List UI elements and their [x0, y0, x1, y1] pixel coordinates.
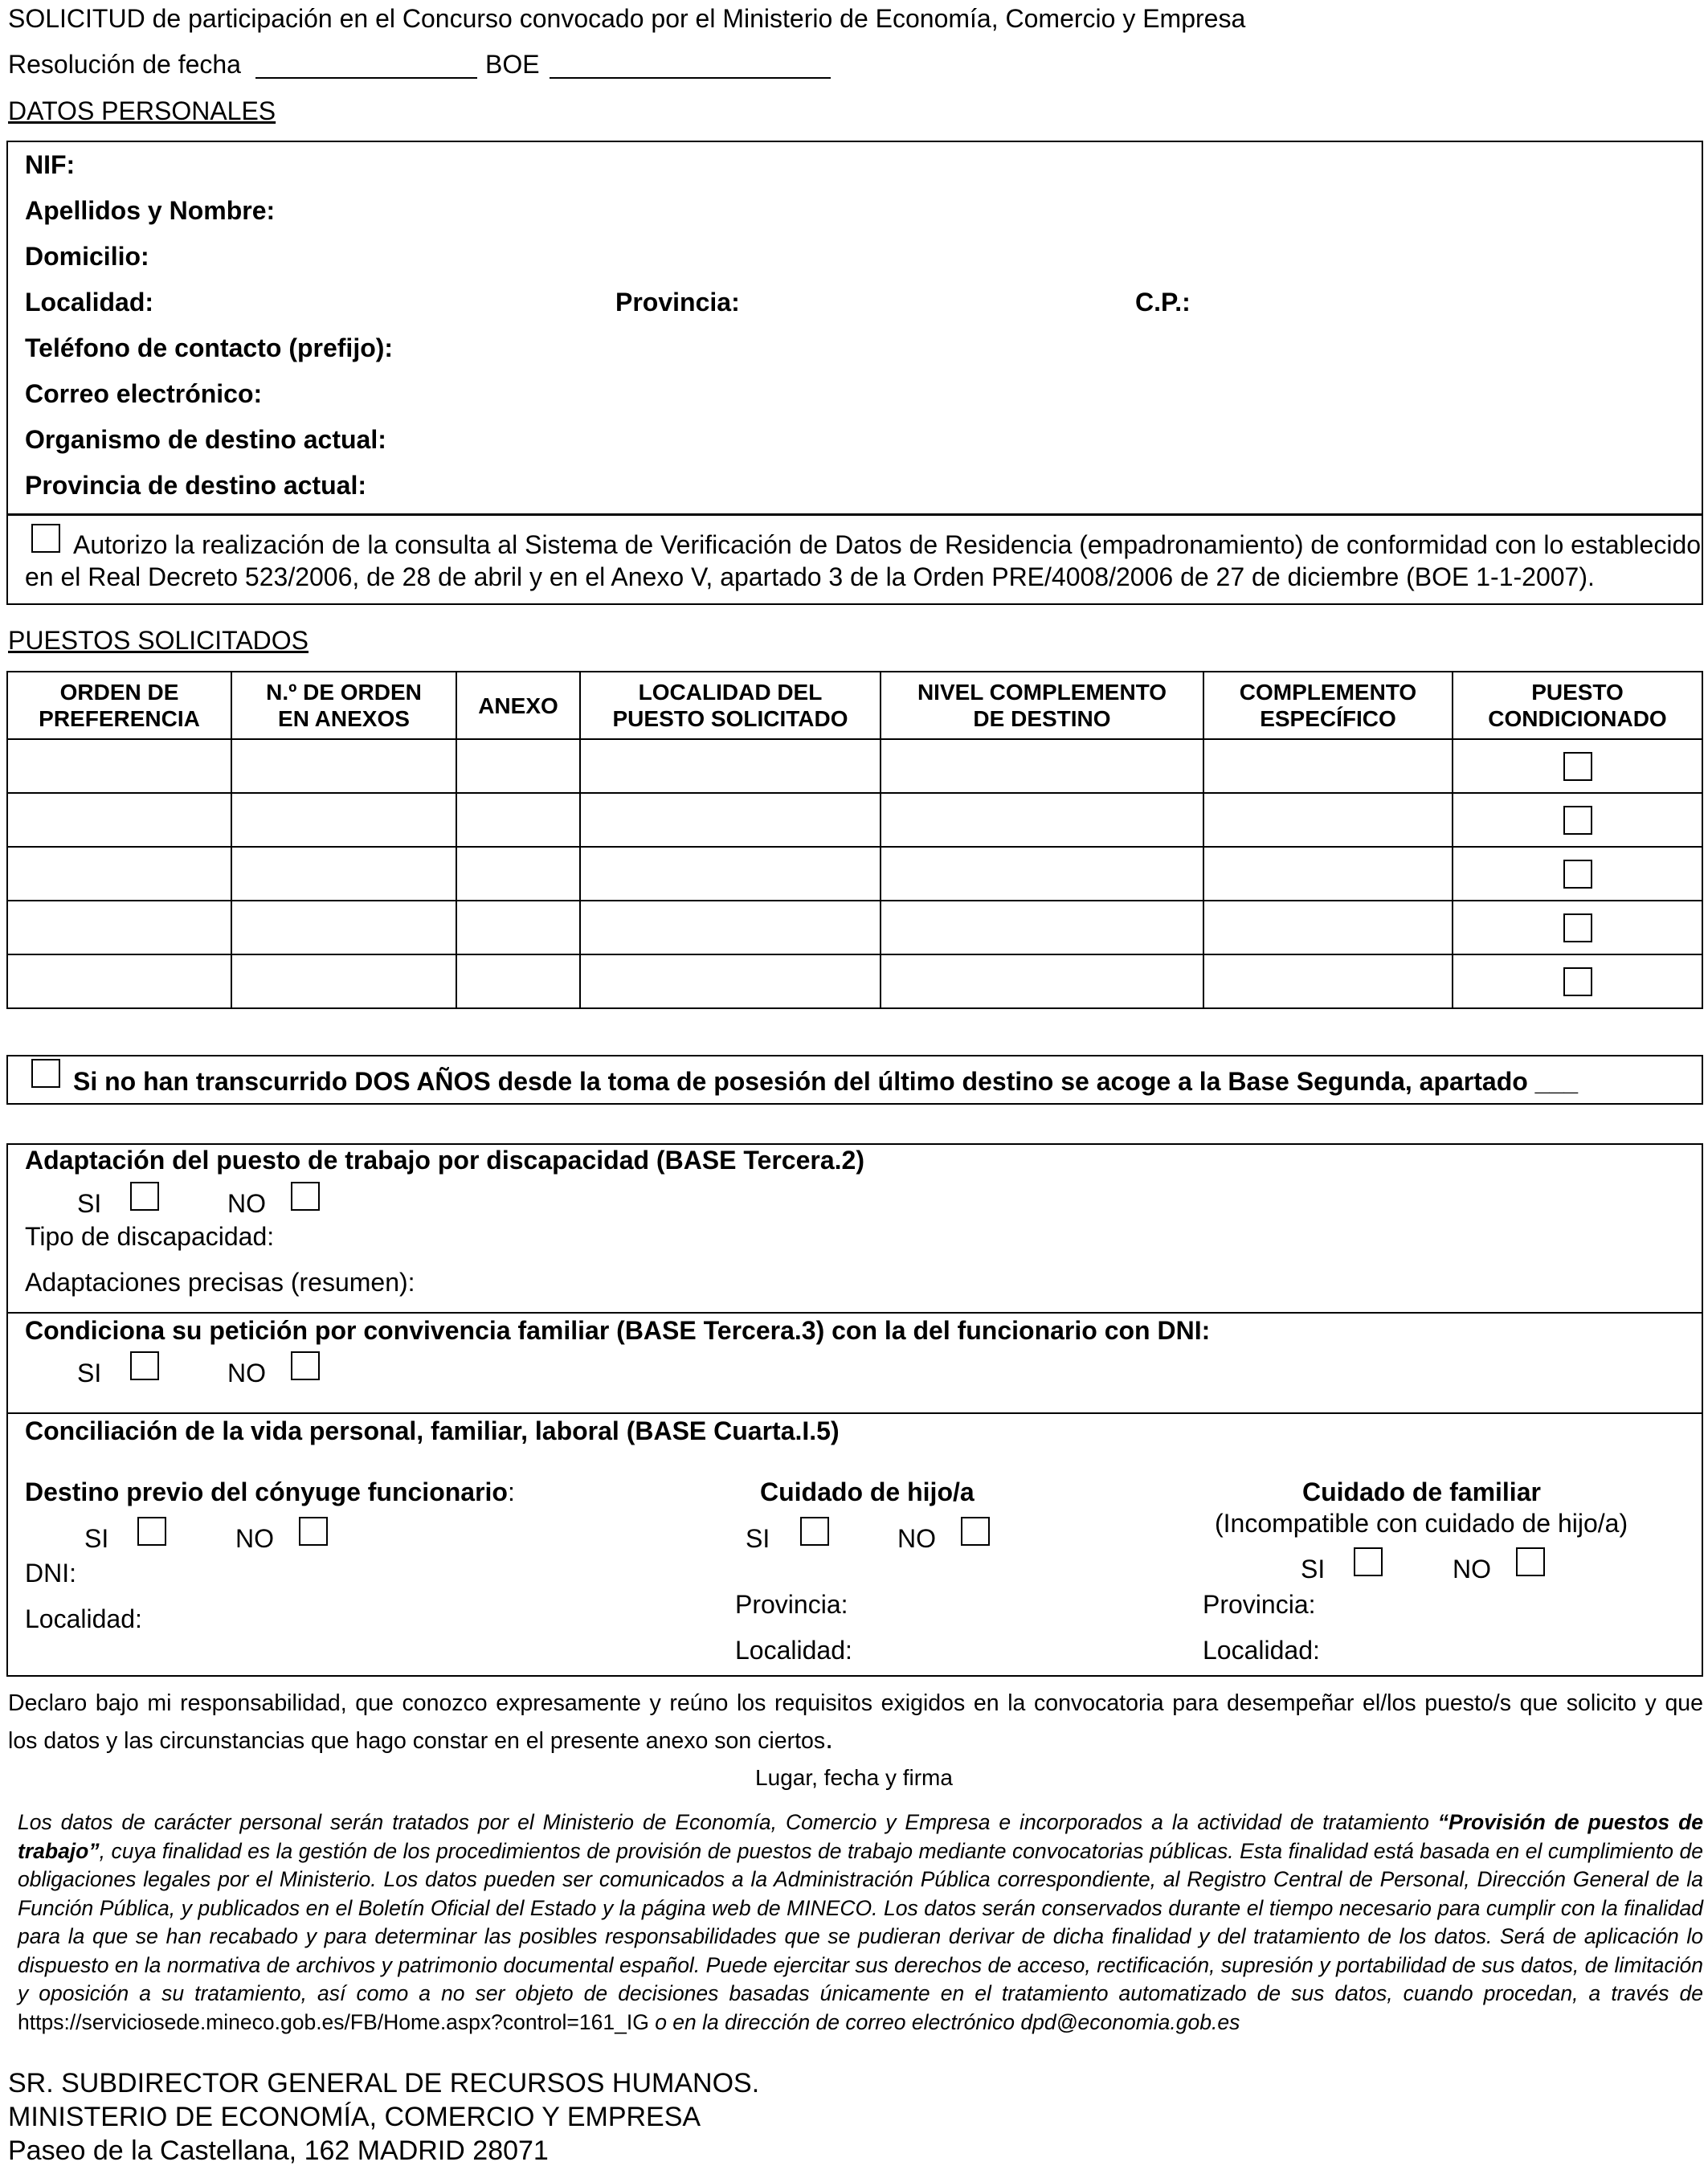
- cell-complemento[interactable]: [1203, 847, 1453, 901]
- boe-underline: [550, 77, 831, 79]
- addressee-line1: SR. SUBDIRECTOR GENERAL DE RECURSOS HUMANOS.: [8, 2068, 760, 2098]
- cell-complemento[interactable]: [1203, 739, 1453, 793]
- cell-localidad[interactable]: [580, 847, 881, 901]
- posts-header-row: [7, 672, 1702, 739]
- cell-condicionado: [1453, 847, 1702, 901]
- family-no-label: NO: [227, 1359, 266, 1387]
- cell-orden[interactable]: [7, 954, 231, 1008]
- cell-orden[interactable]: [7, 739, 231, 793]
- resolution-date-underline: [255, 77, 477, 79]
- two-years-text: Si no han transcurrido DOS AÑOS desde la toma de posesión del último destino se acoge a la Base Segunda, apartado ___: [73, 1067, 1579, 1096]
- disability-title: Adaptación del puesto de trabajo por discapacidad (BASE Tercera.2): [25, 1146, 864, 1175]
- header-complemento-especifico: COMPLEMENTO ESPECÍFICO: [1203, 672, 1453, 739]
- resolution-label: Resolución de fecha: [8, 50, 241, 79]
- child-title: Cuidado de hijo/a: [760, 1477, 975, 1506]
- province-label: Provincia:: [615, 288, 740, 317]
- consent-text-line1: Autorizo la realización de la consulta al Sistema de Verificación de Datos de Residencia (empadronamiento) de conformidad con lo establecido: [73, 530, 1702, 559]
- conditions-divider-2: [6, 1412, 1703, 1414]
- cell-nivel[interactable]: [881, 901, 1203, 954]
- relative-province-label: Provincia:: [1203, 1590, 1316, 1619]
- relative-note: (Incompatible con cuidado de hijo/a): [1215, 1509, 1628, 1538]
- header-anexo: ANEXO: [456, 672, 580, 739]
- cell-condicionado: [1453, 793, 1702, 847]
- name-label: Apellidos y Nombre:: [25, 196, 276, 225]
- relative-no-label: NO: [1453, 1555, 1491, 1584]
- disability-no-label: NO: [227, 1189, 266, 1218]
- child-si-checkbox[interactable]: [800, 1517, 829, 1546]
- cell-nivel[interactable]: [881, 954, 1203, 1008]
- relative-no-checkbox[interactable]: [1516, 1547, 1545, 1576]
- table-row: [7, 954, 1702, 1008]
- family-si-label: SI: [77, 1359, 102, 1387]
- privacy-url[interactable]: https://serviciosede.mineco.gob.es/FB/Home.aspx?control=161_IG: [18, 2009, 649, 2034]
- child-province-label: Provincia:: [735, 1590, 848, 1619]
- cell-orden[interactable]: [7, 793, 231, 847]
- cell-nivel[interactable]: [881, 847, 1203, 901]
- family-title: Condiciona su petición por convivencia familiar (BASE Tercera.3) con la del funcionario con DNI:: [25, 1316, 1211, 1345]
- table-row: [7, 847, 1702, 901]
- relative-title: Cuidado de familiar: [1302, 1477, 1541, 1506]
- table-row: [7, 901, 1702, 954]
- cell-localidad[interactable]: [580, 793, 881, 847]
- cell-numero[interactable]: [231, 954, 456, 1008]
- conditions-divider-1: [6, 1312, 1703, 1314]
- consent-text-line2: en el Real Decreto 523/2006, de 28 de abril y en el Anexo V, apartado 3 de la Orden PRE/4008/2006 de 27 de diciembre (BOE 1-1-2007).: [25, 562, 1595, 591]
- header-orden-preferencia: ORDEN DE PREFERENCIA: [7, 672, 231, 739]
- addressee-line3: Paseo de la Castellana, 162 MADRID 28071: [8, 2135, 549, 2166]
- spouse-no-checkbox[interactable]: [299, 1517, 328, 1546]
- cell-localidad[interactable]: [580, 954, 881, 1008]
- cell-anexo[interactable]: [456, 954, 580, 1008]
- destination-province-label: Provincia de destino actual:: [25, 471, 366, 500]
- disability-si-checkbox[interactable]: [130, 1182, 159, 1211]
- header-localidad: LOCALIDAD DEL PUESTO SOLICITADO: [580, 672, 881, 739]
- header-nivel-complemento: NIVEL COMPLEMENTO DE DESTINO: [881, 672, 1203, 739]
- nif-label: NIF:: [25, 150, 76, 179]
- disability-no-checkbox[interactable]: [291, 1182, 320, 1211]
- cell-orden[interactable]: [7, 847, 231, 901]
- declaration: [8, 1686, 1703, 1759]
- cell-numero[interactable]: [231, 739, 456, 793]
- family-no-checkbox[interactable]: [291, 1351, 320, 1380]
- cell-condicionado: [1453, 739, 1702, 793]
- relative-si-checkbox[interactable]: [1354, 1547, 1383, 1576]
- cell-nivel[interactable]: [881, 793, 1203, 847]
- email-label: Correo electrónico:: [25, 379, 263, 408]
- locality-label: Localidad:: [25, 288, 154, 317]
- condicionado-checkbox[interactable]: [1563, 752, 1592, 781]
- boe-label: BOE: [485, 50, 540, 79]
- family-si-checkbox[interactable]: [130, 1351, 159, 1380]
- disability-type-label: Tipo de discapacidad:: [25, 1222, 275, 1251]
- boe-field[interactable]: [550, 49, 831, 78]
- cell-numero[interactable]: [231, 793, 456, 847]
- cell-complemento[interactable]: [1203, 901, 1453, 954]
- condicionado-checkbox[interactable]: [1563, 806, 1592, 835]
- cell-localidad[interactable]: [580, 901, 881, 954]
- child-si-label: SI: [746, 1524, 770, 1553]
- cell-anexo[interactable]: [456, 739, 580, 793]
- cell-numero[interactable]: [231, 901, 456, 954]
- condicionado-checkbox[interactable]: [1563, 913, 1592, 942]
- cell-complemento[interactable]: [1203, 954, 1453, 1008]
- resolution-date-field[interactable]: [255, 49, 477, 78]
- cell-condicionado: [1453, 901, 1702, 954]
- addressee-line2: MINISTERIO DE ECONOMÍA, COMERCIO Y EMPRESA: [8, 2102, 701, 2132]
- header-numero-orden: N.º DE ORDEN EN ANEXOS: [231, 672, 456, 739]
- declaration-line2: los datos y las circunstancias que hago constar en el presente anexo son ciertos.: [8, 1722, 834, 1755]
- disability-si-label: SI: [77, 1189, 102, 1218]
- cell-complemento[interactable]: [1203, 793, 1453, 847]
- cell-localidad[interactable]: [580, 739, 881, 793]
- child-locality-label: Localidad:: [735, 1636, 852, 1665]
- child-no-checkbox[interactable]: [961, 1517, 990, 1546]
- spouse-locality-label: Localidad:: [25, 1604, 142, 1633]
- posts-table: [6, 671, 1703, 1009]
- disability-adaptations-label: Adaptaciones precisas (resumen):: [25, 1268, 415, 1297]
- condicionado-checkbox[interactable]: [1563, 860, 1592, 889]
- spouse-dni-label: DNI:: [25, 1559, 76, 1588]
- cell-anexo[interactable]: [456, 901, 580, 954]
- agency-label: Organismo de destino actual:: [25, 425, 386, 454]
- spouse-si-label: SI: [84, 1524, 109, 1553]
- section-title-posts: PUESTOS SOLICITADOS: [8, 626, 309, 655]
- table-row: [7, 739, 1702, 793]
- cell-orden[interactable]: [7, 901, 231, 954]
- child-no-label: NO: [897, 1524, 936, 1553]
- declaration-line1: Declaro bajo mi responsabilidad, que conozco expresamente y reúno los requisitos exigidos en la convocatoria para desempeñar el/los puesto/s que solicito y que: [8, 1690, 1703, 1716]
- section-title-personal: DATOS PERSONALES: [8, 96, 276, 125]
- spouse-no-label: NO: [235, 1524, 274, 1553]
- cell-anexo[interactable]: [456, 793, 580, 847]
- relative-si-label: SI: [1301, 1555, 1326, 1584]
- cell-nivel[interactable]: [881, 739, 1203, 793]
- relative-locality-label: Localidad:: [1203, 1636, 1320, 1665]
- phone-label: Teléfono de contacto (prefijo):: [25, 333, 394, 362]
- two-years-checkbox[interactable]: [31, 1059, 60, 1088]
- cell-condicionado: [1453, 954, 1702, 1008]
- cell-numero[interactable]: [231, 847, 456, 901]
- consent-checkbox[interactable]: [31, 524, 60, 553]
- table-row: [7, 793, 1702, 847]
- spouse-si-checkbox[interactable]: [137, 1517, 166, 1546]
- header-puesto-condicionado: PUESTO CONDICIONADO: [1453, 672, 1702, 739]
- postal-code-label: C.P.:: [1135, 288, 1191, 317]
- condicionado-checkbox[interactable]: [1563, 967, 1592, 996]
- conciliation-title: Conciliación de la vida personal, familiar, laboral (BASE Cuarta.I.5): [25, 1416, 840, 1445]
- cell-anexo[interactable]: [456, 847, 580, 901]
- spouse-title: Destino previo del cónyuge funcionario:: [25, 1477, 515, 1506]
- form-title: SOLICITUD de participación en el Concurso convocado por el Ministerio de Economía, Comercio y Empresa: [8, 4, 1246, 33]
- privacy-notice: Los datos de carácter personal serán tratados por el Ministerio de Economía, Comercio y Empresa e incorporados a la actividad de tratamiento “Provisión de puestos de trabajo”, cuya finalidad es la gestión de los procedimientos de provisión de puestos de trabajo mediante convocatorias públicas. Esta finalidad está basada en el cumplimiento de obligaciones legales por el Ministerio. Los datos pueden ser comunicados a la Administración Pública correspondiente, al Registro Central de Personal, Dirección General de la Función Pública, y publicados en el Boletín Oficial del Estado y la página web de MINECO. Los datos serán conservados durante el tiempo necesario para cumplir con la finalidad para la que se han recabado y para determinar las posibles responsabilidades que se pudieran derivar de dicha finalidad y del tratamiento de los datos. Será de aplicación lo dispuesto en la normativa de archivos y patrimonio documental español. Puede ejercitar sus derechos de acceso, rectificación, supresión y portabilidad de sus datos, de limitación y oposición a su tratamiento, así como a no ser objeto de decisiones basadas únicamente en el tratamiento automatizado de sus datos, cuando procedan, a través de https://serviciosede.mineco.gob.es/FB/Home.aspx?control=161_IG o en la dirección de correo electrónico dpd@economia.gob.es: [18, 1810, 1703, 2034]
- address-label: Domicilio:: [25, 242, 149, 271]
- addressee: [8, 2066, 759, 2168]
- signature-label: Lugar, fecha y firma: [755, 1765, 953, 1790]
